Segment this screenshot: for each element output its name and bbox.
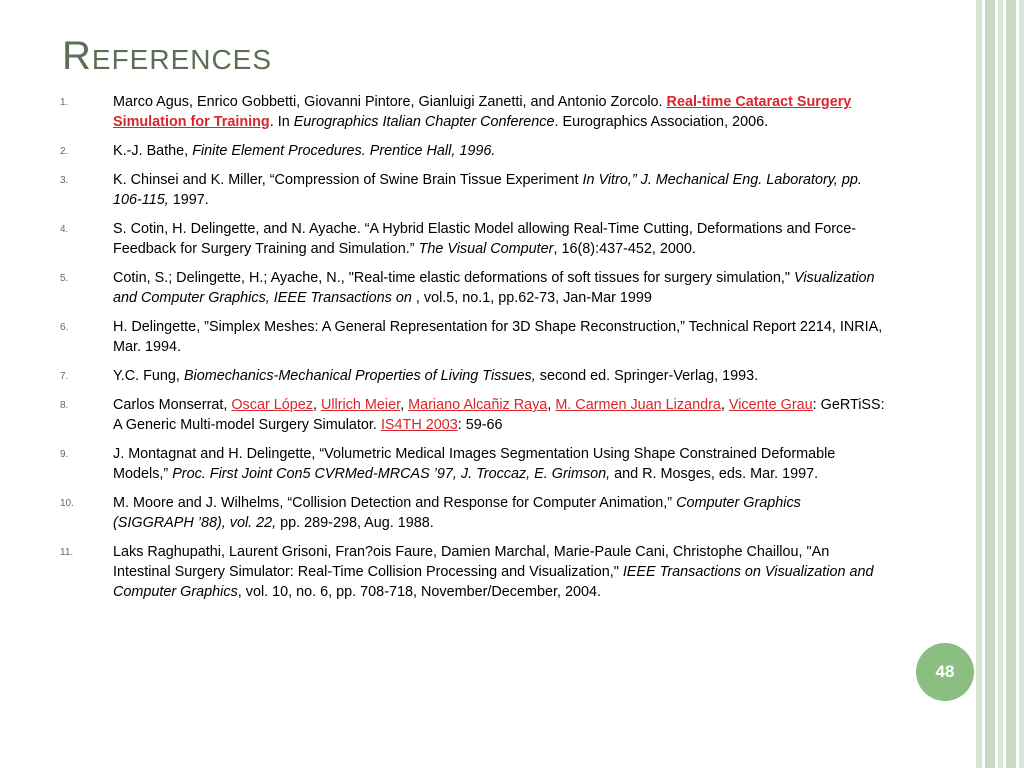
reference-text: Carlos Monserrat, <box>113 397 232 413</box>
reference-text: second ed. Springer-Verlag, 1993. <box>535 368 759 384</box>
reference-text: : GeRTiSS: A Generic Multi-model Surgery Simulator. <box>113 397 885 433</box>
reference-text: Laks Raghupathi, Laurent Grisoni, Fran?ois Faure, Damien Marchal, Marie-Paule Cani, Christophe Chaillou, "An Intestinal Surgery Simulator: Real-Time Collision Processing and Visualization," <box>113 544 830 580</box>
reference-link[interactable]: Real-time Cataract Surgery Simulation for Training <box>113 94 852 130</box>
reference-item <box>60 317 885 357</box>
reference-item <box>60 92 885 132</box>
reference-italic-text: In Vitro,” J. Mechanical Eng. Laboratory, pp. 106-115, <box>113 172 862 208</box>
reference-link[interactable]: IS4TH 2003 <box>380 417 458 433</box>
reference-italic-text: IEEE Transactions on Visualization and Computer Graphics <box>113 564 874 600</box>
reference-item <box>60 141 885 161</box>
reference-item <box>60 542 885 602</box>
reference-number: 5. <box>60 273 69 284</box>
side-bar-2 <box>985 0 995 768</box>
side-bar-4 <box>1006 0 1016 768</box>
reference-link[interactable]: Ullrich Meier <box>320 397 401 413</box>
reference-italic-text: Computer Graphics (SIGGRAPH ’88), vol. 22, <box>113 495 801 531</box>
reference-number: 11. <box>60 547 74 558</box>
reference-number: 9. <box>60 449 69 460</box>
reference-number: 7. <box>60 371 69 382</box>
side-bar-5 <box>1019 0 1024 768</box>
reference-number: 1. <box>60 97 69 108</box>
reference-link[interactable]: Oscar López <box>231 397 313 413</box>
reference-text: S. Cotin, H. Delingette, and N. Ayache. “A Hybrid Elastic Model allowing Real-Time Cutting, Deformations and Force-Feedback for Surgery Training and Simulation.” <box>113 221 857 257</box>
reference-italic-text: Proc. First Joint Con5 CVRMed-MRCAS ’97, J. Troccaz, E. Grimson, <box>172 466 611 482</box>
reference-text: , <box>312 397 321 413</box>
page-number-badge: 48 <box>916 643 974 701</box>
reference-text: , 16(8):437-452, 2000. <box>553 241 696 257</box>
reference-text: Cotin, S.; Delingette, H.; Ayache, N., "Real-time elastic deformations of soft tissues for surgery simulation," <box>113 270 794 286</box>
reference-text: J. Montagnat and H. Delingette, “Volumetric Medical Images Segmentation Using Shape Constrained Deformable Models,” <box>113 446 836 482</box>
reference-text: 1997. <box>168 192 209 208</box>
reference-text: H. Delingette, ”Simplex Meshes: A General Representation for 3D Shape Reconstruction,” Technical Report 2214, INRIA, Mar. 1994. <box>113 319 883 355</box>
reference-text: , <box>547 397 556 413</box>
reference-text: K.-J. Bathe, <box>113 143 193 159</box>
reference-item <box>60 170 885 210</box>
reference-item <box>60 219 885 259</box>
reference-italic-text: Visualization and Computer Graphics, IEEE Transactions on <box>113 270 875 306</box>
reference-text: , vol.5, no.1, pp.62-73, Jan-Mar 1999 <box>411 290 652 306</box>
reference-text: , <box>720 397 729 413</box>
reference-item <box>60 395 885 435</box>
reference-link[interactable]: Vicente Grau <box>728 397 813 413</box>
decorative-side-bars <box>976 0 1024 768</box>
side-bar-3 <box>998 0 1003 768</box>
reference-text: M. Moore and J. Wilhelms, “Collision Detection and Response for Computer Animation,” <box>113 495 677 511</box>
reference-item <box>60 268 885 308</box>
reference-text: K. Chinsei and K. Miller, “Compression of Swine Brain Tissue Experiment <box>113 172 583 188</box>
reference-list <box>60 92 885 611</box>
reference-number: 8. <box>60 400 69 411</box>
reference-italic-text: Biomechanics-Mechanical Properties of Living Tissues, <box>183 368 536 384</box>
reference-number: 6. <box>60 322 69 333</box>
reference-item <box>60 493 885 533</box>
reference-item <box>60 366 885 386</box>
reference-link[interactable]: M. Carmen Juan Lizandra <box>555 397 721 413</box>
reference-italic-text: Finite Element Procedures. Prentice Hall, 1996. <box>192 143 496 159</box>
reference-number: 10. <box>60 498 74 509</box>
reference-number: 4. <box>60 224 69 235</box>
reference-text: , vol. 10, no. 6, pp. 708-718, November/December, 2004. <box>237 584 601 600</box>
reference-text: and R. Mosges, eds. Mar. 1997. <box>610 466 819 482</box>
reference-item <box>60 444 885 484</box>
reference-text: . In <box>269 114 294 130</box>
slide-title: References <box>62 34 273 78</box>
reference-text: , <box>400 397 409 413</box>
reference-text: pp. 289-298, Aug. 1988. <box>276 515 434 531</box>
side-bar-1 <box>976 0 982 768</box>
reference-text: Marco Agus, Enrico Gobbetti, Giovanni Pintore, Gianluigi Zanetti, and Antonio Zorcolo. <box>113 94 667 110</box>
reference-number: 2. <box>60 146 69 157</box>
reference-text: Y.C. Fung, <box>113 368 184 384</box>
reference-text: . Eurographics Association, 2006. <box>554 114 769 130</box>
reference-italic-text: Eurographics Italian Chapter Conference <box>293 114 555 130</box>
reference-link[interactable]: Mariano Alcañiz Raya <box>408 397 548 413</box>
reference-text: : 59-66 <box>457 417 503 433</box>
reference-number: 3. <box>60 175 69 186</box>
reference-italic-text: The Visual Computer <box>418 241 554 257</box>
